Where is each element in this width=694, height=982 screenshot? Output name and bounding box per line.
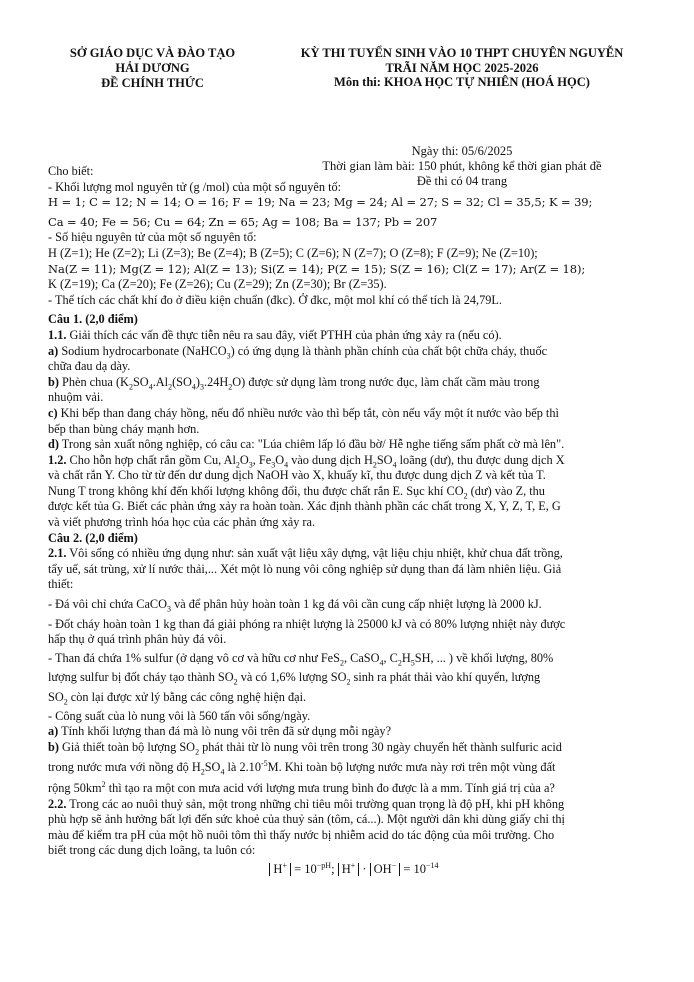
mass-line-1: H = 1; C = 12; N = 14; O = 16; F = 19; Na = 23; Mg = 24; Al = 27; S = 32; Cl = 35,5; K = 39; (48, 195, 593, 210)
q2-question-b-line3: rộng $50km^2$ thì tạo ra một con mưa acid với lượng mưa trung bình đo được là a mm. Tính giá trị của a? (48, 779, 555, 795)
question-2-title: Câu 2. (2,0 điểm) (48, 530, 138, 545)
q2-assumption-3c: $SO_2$ còn lại được xử lý bằng các công nghệ hiện đại. (48, 690, 307, 707)
atomic-number-label: - Số hiệu nguyên tử của một số nguyên tố: (48, 230, 257, 245)
q2-2-line4: biết trong các dung dịch loãng, ta luôn có: (48, 843, 256, 858)
q2-2-line2: phù hợp sẽ ảnh hưởng bất lợi đến sức khoẻ của thuỷ sản (tôm, cá...). Một người dân khi dùng giấy chỉ thị (48, 812, 565, 827)
q1-2-line4: được kết tủa G. Biết các phản ứng xảy ra hoàn toàn. Xác định thành phần các chất trong X, Y, Z, T, E, G (48, 499, 561, 514)
q2-2-line3: màu để kiểm tra pH của một hồ nuôi tôm thì thấy nước bị nhiễm acid do tác động của môi trường. Cho (48, 827, 555, 842)
atomic-number-line-1: H (Z=1); He (Z=2); Li (Z=3); Be (Z=4); B (Z=5); C (Z=6); N (Z=7); O (Z=8); F (Z=9); Ne (Z=10); (48, 245, 538, 260)
department-name: SỞ GIÁO DỤC VÀ ĐÀO TẠO (69, 46, 236, 60)
q1-c-line2: bếp than bùng cháy mạnh hơn. (48, 421, 200, 436)
oh-concentration: OH− (370, 863, 401, 876)
q2-1-line2: tẩy uế, sát trùng, xử lí nước thải,... Xét một lò nung vôi công nghiệp sử dụng than đá làm nhiên liệu. Giả (48, 561, 562, 576)
q2-1-line1: 2.1. Vôi sống có nhiều ứng dụng như: sản xuất vật liệu xây dựng, vật liệu chịu nhiệt, khử chua đất trồng, (48, 546, 563, 561)
exam-date: Ngày thi: 05/6/2025 (411, 144, 513, 158)
gas-volume-note: - Thể tích các chất khí đo ở điều kiện chuẩn (đkc). Ở đkc, một mol khí có thể tích là 24,79L. (48, 292, 502, 307)
official-label: ĐỀ CHÍNH THỨC (101, 76, 204, 90)
ph-equation: $H^+ = 10^{-pH}$; $H^+ \cdot OH^- = 10^{-14}$ (48, 862, 660, 878)
q2-question-b-line1: b) Giả thiết toàn bộ lượng $SO_2$ phát thải từ lò nung vôi trên trong 30 ngày chuyển hết thành sulfuric acid (48, 739, 562, 757)
q1-2-line1: 1.2. Cho hỗn hợp chất rắn gồm Cu, $Al_2O_3$, $Fe_3O_4$ vào dung dịch $H_2SO_4$ loãng (dư), thu được dung dịch X (48, 452, 565, 470)
given-title: Cho biết: (48, 164, 94, 178)
q2-assumption-3a: - Than đá chứa 1% sulfur (ở dạng vô cơ và hữu cơ như FeS$_2$, CaSO$_4$, $C_2H_5SH$, ... ) về khối lượng, 80% (48, 650, 554, 668)
q1-b-line2: nhuộm vải. (48, 390, 104, 405)
exam-title-line2: TRÃI NĂM HỌC 2025-2026 (385, 60, 539, 75)
mass-label: - Khối lượng mol nguyên tử (g /mol) của một số nguyên tố: (48, 179, 342, 194)
q2-assumption-1: - Đá vôi chỉ chứa CaCO$_3$ và để phân hủy hoàn toàn 1 kg đá vôi cần cung cấp nhiệt lượng là 2000 kJ. (48, 597, 542, 614)
page-count: Đề thi có 04 trang (416, 174, 508, 188)
q1-d-line: d) Trong sản xuất nông nghiệp, có câu ca: "Lúa chiêm lấp ló đầu bờ/ Hễ nghe tiếng sấm phất cờ mà lên". (48, 437, 565, 452)
q1-a-line2: chữa đau dạ dày. (48, 359, 131, 374)
q2-question-b-line2: trong nước mưa với nồng độ $H_2SO_4$ là $2.10^{-5}M$. Khi toàn bộ lượng nước mưa này rơi trên một vùng đất (48, 759, 556, 777)
q1-b-line1: b) Phèn chua $(K_2SO_4.Al_2(SO_4)_3.24H_2O)$ được sử dụng làm trong nước đục, làm chất cầm màu trong (48, 374, 540, 392)
q1-2-line3: Nung T trong không khí đến khối lượng không đổi, thu được chất rắn E. Sục khí $CO_2$ (dư) vào Z, thu (48, 483, 545, 501)
q2-assumption-4: - Công suất của lò nung vôi là 560 tấn vôi sống/ngày. (48, 708, 311, 723)
exam-duration: Thời gian làm bài: 150 phút, không kể thời gian phát đề (322, 159, 602, 173)
exam-title-block (262, 46, 662, 90)
q2-question-a: a) Tính khối lượng than đá mà lò nung vôi trên đã sử dụng mỗi ngày? (48, 724, 392, 739)
exam-body (48, 164, 660, 878)
atomic-number-line-3: K (Z=19); Ca (Z=20); Fe (Z=26); Cu (Z=29); Zn (Z=30); Br (Z=35). (48, 277, 387, 292)
h-concentration: H+ (269, 863, 291, 876)
q1-2-line5: và viết phương trình hóa học của các phản ứng xảy ra. (48, 515, 316, 530)
department-block (40, 46, 265, 91)
q1-2-line2: và chất rắn Y. Cho từ từ đến dư dung dịch NaOH vào X, khuấy kĩ, thu được dung dịch Z và kết tủa T. (48, 468, 546, 483)
subject-line: Môn thi: KHOA HỌC TỰ NHIÊN (HOÁ HỌC) (334, 75, 590, 89)
mass-line-2: Ca = 40; Fe = 56; Cu = 64; Zn = 65; Ag = 108; Ba = 137; Pb = 207 (48, 214, 438, 229)
q1-c-line1: c) Khi bếp than đang cháy hồng, nếu đổ nhiều nước vào thì bếp tắt, còn nếu vẩy một ít nước vào bếp thì (48, 405, 559, 420)
atomic-number-line-2: Na(Z = 11); Mg(Z = 12); Al(Z = 13); Si(Z = 14); P(Z = 15); S(Z = 16); Cl(Z = 17); Ar(Z = 18); (48, 261, 586, 276)
question-1-title: Câu 1. (2,0 điểm) (48, 312, 138, 327)
q1-1-prompt: 1.1. Giải thích các vấn đề thực tiễn nêu ra sau đây, viết PTHH của phản ứng xảy ra (nếu có). (48, 327, 502, 342)
q2-assumption-2a: - Đốt cháy hoàn toàn 1 kg than đá giải phóng ra nhiệt lượng là 25000 kJ và có 80% lượng nhiệt này được (48, 616, 566, 631)
q2-1-line3: thiết: (48, 577, 74, 592)
q1-a-line1: a) Sodium hydrocarbonate (NaHCO$_3$) có ứng dụng là thành phần chính của chất bột chữa cháy, thuốc (48, 343, 548, 360)
q2-2-line1: 2.2. Trong các ao nuôi thuỷ sản, một trong những chỉ tiêu môi trường quan trọng là độ pH, khi pH không (48, 796, 565, 811)
exam-title-line1: KỲ THI TUYỂN SINH VÀO 10 THPT CHUYÊN NGUYỄN (300, 46, 624, 60)
province-name: HẢI DƯƠNG (115, 61, 190, 75)
h-concentration-2: H+ (338, 863, 360, 876)
q2-assumption-3b: lượng sulfur bị đốt cháy tạo thành $SO_2$ và có 1,6% lượng $SO_2$ sinh ra phát thải vào khí quyển, lượng (48, 670, 541, 687)
q2-assumption-2b: hấp thụ ở quá trình phân hủy đá vôi. (48, 632, 227, 647)
